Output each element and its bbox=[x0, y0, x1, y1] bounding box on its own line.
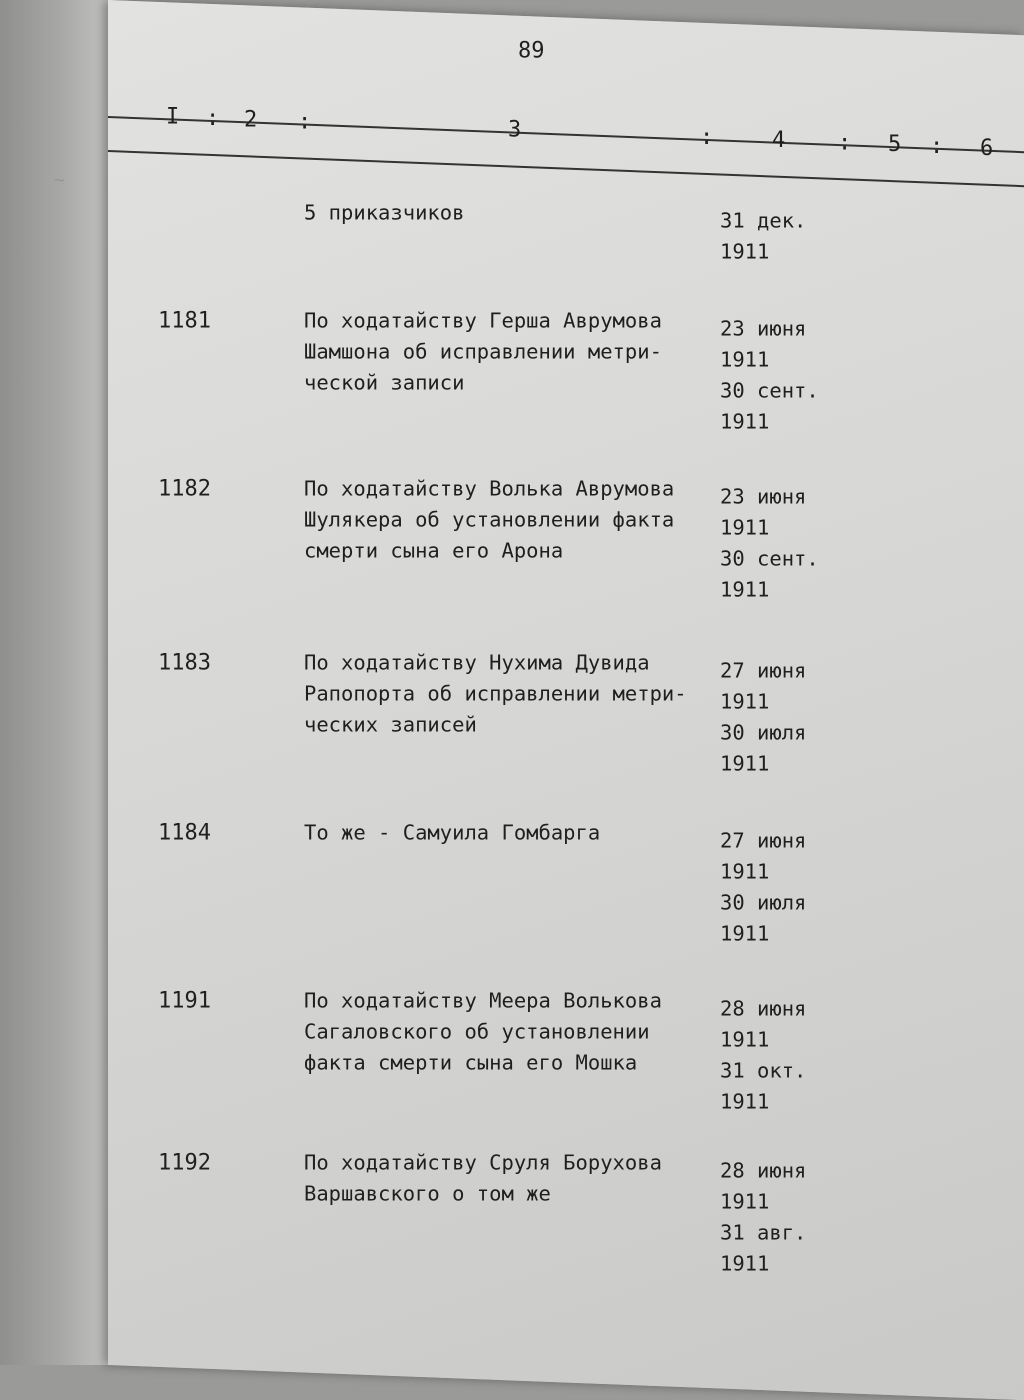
description-line: То же - Самуила Гомбарга bbox=[304, 818, 724, 849]
description-line: По ходатайству Меера Волькова bbox=[304, 986, 724, 1017]
date-line: 1911 bbox=[720, 1087, 806, 1118]
col-header-4: 4 bbox=[772, 128, 785, 153]
date-line: 1911 bbox=[720, 1187, 806, 1218]
description-line: Шулякера об установлении факта bbox=[304, 505, 724, 536]
entry-dates bbox=[720, 656, 806, 780]
col-header-3: 3 bbox=[508, 118, 521, 143]
date-line: 1911 bbox=[720, 237, 806, 268]
entry-description bbox=[304, 474, 724, 567]
date-line: 27 июня bbox=[720, 656, 806, 687]
entry-description bbox=[304, 306, 724, 399]
date-line: 1911 bbox=[720, 857, 806, 888]
col-header-1: I bbox=[166, 104, 179, 129]
date-line: 1911 bbox=[720, 575, 819, 606]
entry-dates bbox=[720, 1156, 806, 1280]
entry-number: 1191 bbox=[158, 986, 211, 1017]
description-line: Варшавского о том же bbox=[304, 1179, 724, 1210]
col-sep: : bbox=[838, 130, 851, 155]
description-line: По ходатайству Герша Аврумова bbox=[304, 306, 724, 337]
entry-number: 1181 bbox=[158, 306, 211, 337]
description-line: По ходатайству Волька Аврумова bbox=[304, 474, 724, 505]
entry-number: 1184 bbox=[158, 818, 211, 849]
date-line: 1911 bbox=[720, 513, 819, 544]
entry-description bbox=[304, 198, 724, 229]
date-line: 31 авг. bbox=[720, 1218, 806, 1249]
description-line: Сагаловского об установлении bbox=[304, 1017, 724, 1048]
description-line: 5 приказчиков bbox=[304, 198, 724, 229]
description-line: ческих записей bbox=[304, 710, 724, 741]
description-line: Рапопорта об исправлении метри- bbox=[304, 679, 724, 710]
description-line: Шамшона об исправлении метри- bbox=[304, 337, 724, 368]
description-line: По ходатайству Нухима Дувида bbox=[304, 648, 724, 679]
entry-description bbox=[304, 1148, 724, 1210]
date-line: 30 июля bbox=[720, 888, 806, 919]
entry-description bbox=[304, 648, 724, 741]
col-sep: : bbox=[930, 134, 943, 159]
date-line: 23 июня bbox=[720, 314, 819, 345]
date-line: 30 сент. bbox=[720, 376, 819, 407]
date-line: 30 сент. bbox=[720, 544, 819, 575]
col-sep: : bbox=[206, 106, 219, 131]
date-line: 31 дек. bbox=[720, 206, 806, 237]
date-line: 27 июня bbox=[720, 826, 806, 857]
entry-number: 1192 bbox=[158, 1148, 211, 1179]
date-line: 1911 bbox=[720, 687, 806, 718]
col-sep: : bbox=[298, 110, 311, 135]
description-line: По ходатайству Сруля Борухова bbox=[304, 1148, 724, 1179]
entry-description bbox=[304, 818, 724, 849]
description-line: факта смерти сына его Мошка bbox=[304, 1048, 724, 1079]
entry-dates bbox=[720, 994, 806, 1118]
entry-description bbox=[304, 986, 724, 1079]
date-line: 1911 bbox=[720, 749, 806, 780]
date-line: 1911 bbox=[720, 407, 819, 438]
description-line: ческой записи bbox=[304, 368, 724, 399]
col-header-5: 5 bbox=[888, 132, 901, 157]
date-line: 1911 bbox=[720, 345, 819, 376]
date-line: 1911 bbox=[720, 1025, 806, 1056]
header-rule-bottom bbox=[108, 150, 1024, 187]
date-line: 31 окт. bbox=[720, 1056, 806, 1087]
entry-number: 1183 bbox=[158, 648, 211, 679]
entry-number: 1182 bbox=[158, 474, 211, 505]
page-number: 89 bbox=[518, 38, 545, 63]
date-line: 1911 bbox=[720, 919, 806, 950]
date-line: 28 июня bbox=[720, 1156, 806, 1187]
previous-page-edge bbox=[0, 0, 112, 1365]
date-line: 30 июля bbox=[720, 718, 806, 749]
entry-dates bbox=[720, 826, 806, 950]
entry-dates bbox=[720, 206, 806, 268]
bleed-through-mark: ~ bbox=[54, 170, 65, 191]
date-line: 28 июня bbox=[720, 994, 806, 1025]
entry-dates bbox=[720, 314, 819, 438]
date-line: 1911 bbox=[720, 1249, 806, 1280]
col-header-2: 2 bbox=[244, 107, 257, 132]
document-page bbox=[108, 0, 1024, 1400]
col-header-6: 6 bbox=[980, 136, 993, 161]
date-line: 23 июня bbox=[720, 482, 819, 513]
description-line: смерти сына его Арона bbox=[304, 536, 724, 567]
col-sep: : bbox=[700, 125, 713, 150]
entry-dates bbox=[720, 482, 819, 606]
